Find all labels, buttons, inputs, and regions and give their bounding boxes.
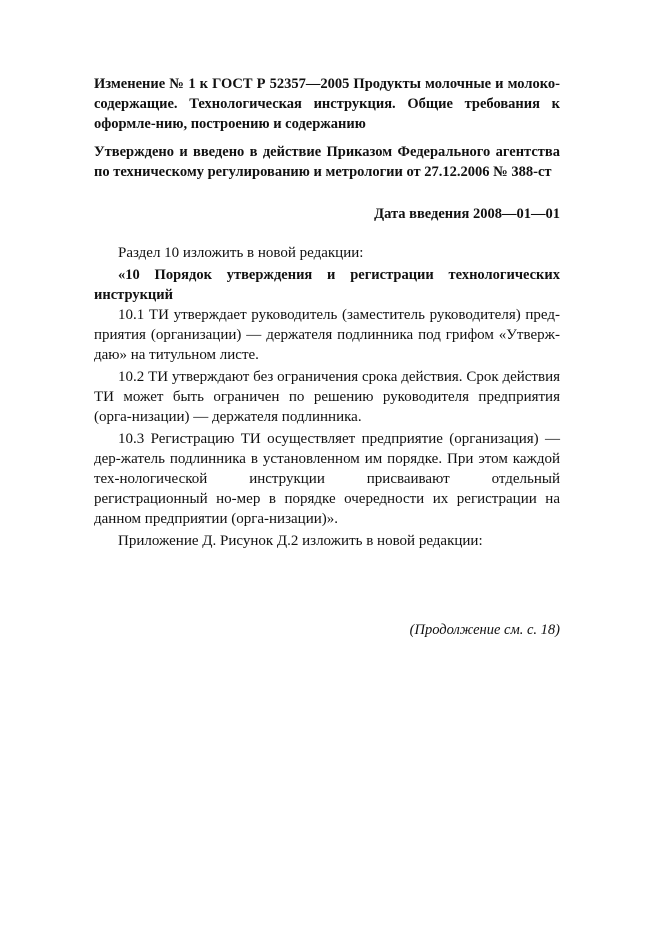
document-content <box>94 74 560 551</box>
continuation-note: (Продолжение см. с. 18) <box>409 622 560 638</box>
section-heading: «10 Порядок утверждения и регистрации технологических инструкций <box>94 267 560 303</box>
appendix-note: Приложение Д. Рисунок Д.2 изложить в новой редакции: <box>118 533 483 549</box>
approval-statement: Утверждено и введено в действие Приказом Федерального агентства по техническому регулированию и метрологии от 27.12.2006 № 388-ст <box>94 144 560 180</box>
paragraph-10-2: 10.2 ТИ утверждают без ограничения срока действия. Срок действия ТИ может быть ограничен по решению руководителя предприятия (орга-низации) — держателя подлинника. <box>94 369 560 425</box>
paragraph-10-1: 10.1 ТИ утверждает руководитель (заместитель руководителя) пред-приятия (организации) — держателя подлинника под грифом «Утверж-даю» на титульном листе. <box>94 307 560 363</box>
amendment-title: Изменение № 1 к ГОСТ Р 52357—2005 Продукты молочные и молоко-содержащие. Технологическая инструкция. Общие требования к оформле-нию, построению и содержанию <box>94 76 560 132</box>
effective-date: Дата введения 2008—01—01 <box>374 206 560 222</box>
paragraph-10-3: 10.3 Регистрацию ТИ осуществляет предприятие (организация) — дер-жатель подлинника в установленном им порядке. При этом каждой тех-нологической инструкции присваивают отдельный регистрационный но-мер в порядке очередности их регистрации на данном предприятии (орга-низации)». <box>94 431 560 527</box>
section-intro: Раздел 10 изложить в новой редакции: <box>118 245 364 261</box>
